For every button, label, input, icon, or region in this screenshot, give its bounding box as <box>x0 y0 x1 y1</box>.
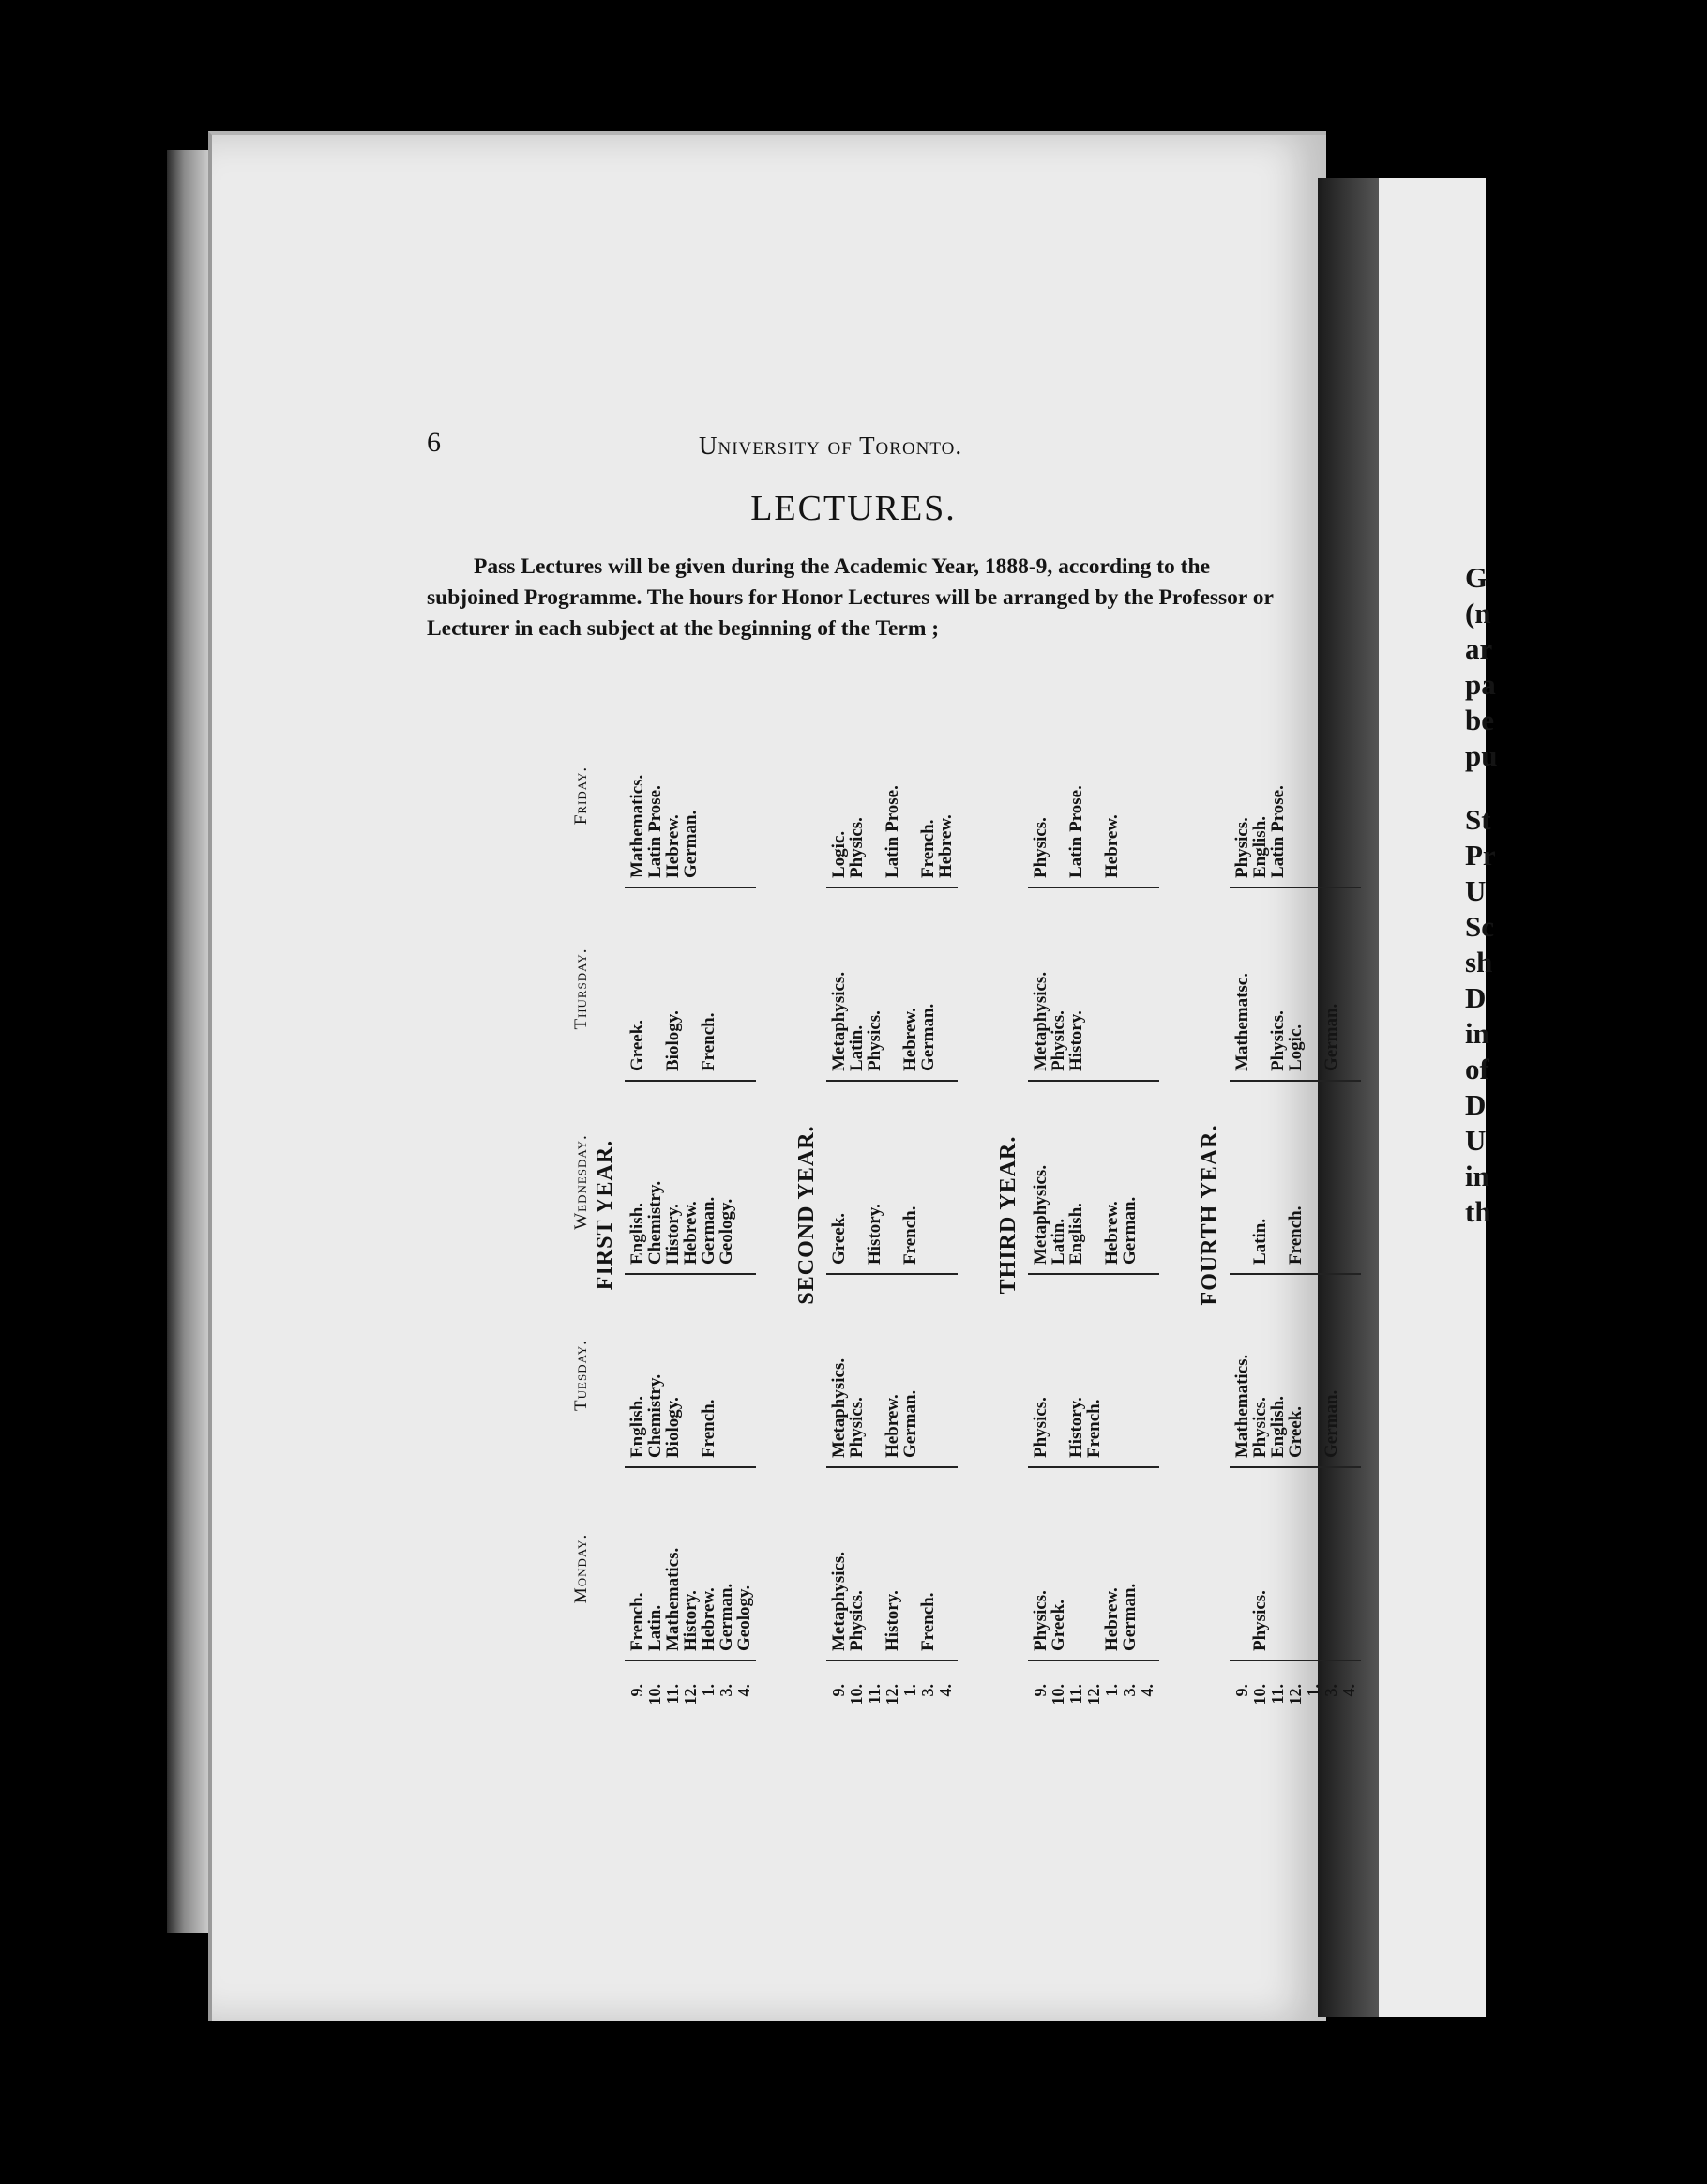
subject-entry: English. <box>1268 1395 1288 1458</box>
subject-entry: German. <box>1120 1583 1140 1651</box>
column-rule <box>625 1273 756 1275</box>
subject-entry <box>1251 973 1269 1071</box>
subject-entry: History. <box>663 1204 683 1265</box>
subject-entry <box>1121 972 1139 1071</box>
subject-entry <box>1085 972 1103 1071</box>
facing-page-fragment: th <box>1465 1195 1491 1228</box>
facing-page-fragment: pa <box>1465 668 1496 701</box>
subject-entry: Latin Prose. <box>1066 785 1086 878</box>
subject-entry: History. <box>681 1590 701 1651</box>
page-title: LECTURES. <box>750 489 957 528</box>
year-heading: FOURTH YEAR. <box>1198 1124 1222 1306</box>
column-rule <box>826 1466 958 1468</box>
subject-entry <box>1233 1590 1251 1651</box>
subject-entry <box>1340 1590 1358 1651</box>
column-rule <box>625 1466 756 1468</box>
day-heading: Tuesday. <box>571 1340 591 1411</box>
column-rule <box>826 1080 958 1082</box>
subject-entry <box>1085 1165 1103 1265</box>
facing-page-fragment: Sc <box>1465 910 1494 943</box>
hour-label: 11. <box>663 1684 682 1705</box>
subject-entry <box>718 775 735 878</box>
hour-label: 9. <box>1031 1684 1050 1697</box>
subject-entry <box>1139 1165 1156 1265</box>
subject-entry <box>1305 1206 1322 1265</box>
subject-entry <box>937 1552 955 1651</box>
subject-entry <box>1340 1355 1358 1458</box>
day-cell <box>1233 1590 1358 1651</box>
subject-entry: Hebrew. <box>883 1394 902 1458</box>
subject-entry: Metaphysics. <box>1031 1164 1050 1265</box>
subject-entry: Chemistry. <box>645 1373 665 1458</box>
subject-entry: Latin Prose. <box>883 785 902 878</box>
subject-entry: German. <box>1120 1196 1140 1265</box>
column-rule <box>1028 1660 1159 1661</box>
subject-entry: German. <box>900 1389 920 1458</box>
subject-entry: Physics. <box>847 817 867 878</box>
hour-label: 10. <box>1049 1684 1067 1706</box>
hour-label: 10. <box>1250 1684 1269 1706</box>
subject-entry <box>1269 1590 1287 1651</box>
subject-entry: German. <box>717 1583 736 1651</box>
day-cell <box>1032 1165 1156 1265</box>
facing-page-fragment: ar <box>1465 632 1493 665</box>
day-cell <box>1032 1397 1156 1458</box>
subject-entry <box>1050 785 1067 878</box>
hour-label: 9. <box>829 1684 848 1697</box>
day-cell <box>830 1552 955 1651</box>
hour-label: 4. <box>1339 1684 1358 1697</box>
subject-entry <box>937 1204 955 1265</box>
subject-entry <box>718 1010 735 1071</box>
subject-entry: Physics. <box>1250 1590 1270 1651</box>
column-rule <box>1230 1080 1361 1082</box>
facing-page-fragment: D <box>1465 1088 1487 1121</box>
column-rule <box>826 1273 958 1275</box>
subject-entry: German. <box>918 1003 938 1071</box>
facing-page-fragment: Pr <box>1465 839 1496 872</box>
subject-entry: Greek. <box>627 1019 647 1071</box>
timetable <box>553 699 1416 1731</box>
hour-label: 9. <box>1232 1684 1251 1697</box>
page-edge <box>167 150 210 1933</box>
subject-entry: History. <box>883 1590 902 1651</box>
subject-entry <box>1340 785 1358 878</box>
subject-entry: Latin Prose. <box>1268 785 1288 878</box>
column-rule <box>1230 1273 1361 1275</box>
subject-entry: Logic. <box>829 830 849 878</box>
hour-label: 12. <box>883 1684 901 1706</box>
year-heading: FIRST YEAR. <box>593 1139 617 1291</box>
subject-entry <box>1139 1584 1156 1651</box>
subject-entry: History. <box>1066 1010 1086 1071</box>
hour-label: 3. <box>717 1684 735 1697</box>
subject-entry: German. <box>699 1196 718 1265</box>
subject-entry <box>1305 1355 1322 1458</box>
subject-entry <box>1103 972 1121 1071</box>
subject-entry: French. <box>900 1206 920 1265</box>
subject-entry: Latin. <box>645 1604 665 1651</box>
subject-entry: Latin. <box>1250 1218 1270 1265</box>
subject-entry: Mathematics. <box>663 1547 683 1651</box>
subject-entry: History. <box>865 1204 884 1265</box>
hour-label: 12. <box>1084 1684 1103 1706</box>
day-cell <box>830 972 955 1071</box>
facing-page-fragment: St <box>1465 803 1491 836</box>
facing-page-fragment: of <box>1465 1053 1489 1085</box>
subject-entry: Mathematics. <box>1232 1354 1252 1458</box>
subject-entry: Biology. <box>663 1010 683 1071</box>
subject-entry: Greek. <box>1049 1599 1068 1651</box>
subject-entry <box>735 1181 753 1265</box>
facing-page-fragment: in <box>1465 1160 1489 1192</box>
day-cell <box>1233 973 1358 1071</box>
hour-label: 11. <box>1066 1684 1085 1705</box>
hour-label: 1. <box>1102 1684 1121 1697</box>
subject-entry <box>901 1552 919 1651</box>
year-heading: SECOND YEAR. <box>794 1125 819 1305</box>
subject-entry: Latin. <box>847 1024 867 1071</box>
subject-entry: Mathematsc. <box>1232 973 1252 1071</box>
hour-label: 3. <box>918 1684 937 1697</box>
column-rule <box>625 1080 756 1082</box>
subject-entry <box>1340 973 1358 1071</box>
intro-paragraph: Pass Lectures will be given during the Academic Year, 1888-9, according to the subjoined Programme. The hours for Honor Lectures will be arranged by the Professor or Lecturer in each subject at the beginning of the Term ; <box>427 554 1274 641</box>
day-heading: Wednesday. <box>571 1134 591 1230</box>
subject-entry <box>1305 1590 1322 1651</box>
subject-entry: Hebrew. <box>699 1587 718 1651</box>
facing-page-fragment: G <box>1465 561 1488 594</box>
day-cell <box>628 1374 753 1458</box>
column-rule <box>1230 887 1361 888</box>
facing-page-fragment: sh <box>1465 946 1493 978</box>
day-cell <box>1032 1584 1156 1651</box>
page-number: 6 <box>427 427 441 458</box>
day-heading: Thursday. <box>571 948 591 1030</box>
column-rule <box>1028 1273 1159 1275</box>
subject-entry <box>866 785 884 878</box>
column-rule <box>1230 1466 1361 1468</box>
hour-label: 9. <box>627 1684 646 1697</box>
day-cell <box>830 1358 955 1458</box>
subject-entry: Hebrew. <box>681 1201 701 1265</box>
column-rule <box>1028 887 1159 888</box>
subject-entry: Physics. <box>1049 1010 1068 1071</box>
subject-entry: Metaphysics. <box>829 1551 849 1651</box>
hour-label: 4. <box>936 1684 955 1697</box>
day-cell <box>628 1181 753 1265</box>
subject-entry <box>1139 972 1156 1071</box>
subject-entry <box>866 1358 884 1458</box>
subject-entry: Physics. <box>1031 817 1050 878</box>
subject-entry: French. <box>918 1592 938 1651</box>
running-head: University of Toronto. <box>699 432 963 460</box>
subject-entry: Metaphysics. <box>1031 971 1050 1071</box>
subject-entry <box>1287 785 1305 878</box>
subject-entry <box>1085 785 1103 878</box>
subject-entry <box>735 775 753 878</box>
subject-entry <box>1121 785 1139 878</box>
column-rule <box>826 1660 958 1661</box>
hour-label: 11. <box>865 1684 884 1705</box>
subject-entry: English. <box>1066 1202 1086 1265</box>
day-cell <box>1233 1206 1358 1265</box>
subject-entry: French. <box>699 1399 718 1458</box>
subject-entry: Hebrew. <box>1102 1587 1122 1651</box>
hour-label: 4. <box>1138 1684 1156 1697</box>
day-cell <box>628 775 753 878</box>
hour-label: 3. <box>1120 1684 1139 1697</box>
subject-entry: Latin. <box>1049 1218 1068 1265</box>
subject-entry: Geology. <box>717 1198 736 1265</box>
subject-entry: Hebrew. <box>936 814 956 878</box>
column-rule <box>826 887 958 888</box>
subject-entry <box>1287 1590 1305 1651</box>
subject-entry: Hebrew. <box>900 1008 920 1071</box>
subject-entry <box>1103 1397 1121 1458</box>
subject-entry: Logic. <box>1286 1024 1306 1071</box>
subject-entry: Physics. <box>847 1590 867 1651</box>
subject-entry: Physics. <box>1031 1590 1050 1651</box>
subject-entry: Greek. <box>1286 1405 1306 1458</box>
subject-entry: Physics. <box>865 1010 884 1071</box>
subject-entry <box>1085 1584 1103 1651</box>
facing-page-fragment: pu <box>1465 739 1498 772</box>
day-cell <box>1032 785 1156 878</box>
subject-entry: Geology. <box>734 1585 754 1651</box>
column-rule <box>625 1660 756 1661</box>
facing-page-fragment: (n <box>1465 597 1491 629</box>
subject-entry <box>1233 1206 1251 1265</box>
subject-entry: Chemistry. <box>645 1180 665 1265</box>
subject-entry: Physics. <box>1031 1397 1050 1458</box>
facing-page-fragment: U <box>1465 874 1487 907</box>
subject-entry: Biology. <box>663 1397 683 1458</box>
day-heading: Monday. <box>571 1533 591 1604</box>
subject-entry <box>1139 785 1156 878</box>
hour-list <box>1032 1684 1156 1721</box>
subject-entry: English. <box>627 1202 647 1265</box>
facing-page-fragment: U <box>1465 1124 1487 1157</box>
subject-entry: French. <box>1286 1206 1306 1265</box>
subject-entry: Hebrew. <box>663 814 683 878</box>
subject-entry <box>1269 1206 1287 1265</box>
subject-entry: French. <box>918 819 938 878</box>
subject-entry <box>884 972 901 1071</box>
subject-entry <box>901 785 919 878</box>
day-heading: Friday. <box>571 766 591 826</box>
subject-entry <box>682 1010 700 1071</box>
subject-entry <box>919 1358 937 1458</box>
subject-entry <box>937 1358 955 1458</box>
subject-entry: English. <box>1250 815 1270 878</box>
subject-entry <box>937 972 955 1071</box>
subject-entry <box>1121 1397 1139 1458</box>
subject-entry <box>1050 1397 1067 1458</box>
year-heading: THIRD YEAR. <box>996 1135 1020 1295</box>
subject-entry: German. <box>1322 1389 1341 1458</box>
subject-entry <box>700 775 718 878</box>
hour-label: 10. <box>847 1684 866 1706</box>
subject-entry: German. <box>1322 1003 1341 1071</box>
day-cell <box>1233 785 1358 878</box>
subject-entry: English. <box>627 1395 647 1458</box>
subject-entry <box>848 1204 866 1265</box>
subject-entry: Greek. <box>829 1212 849 1265</box>
subject-entry <box>1305 973 1322 1071</box>
subject-entry: Mathematics. <box>627 774 647 878</box>
subject-entry <box>1322 1590 1340 1651</box>
column-rule <box>1028 1466 1159 1468</box>
subject-entry <box>646 1010 664 1071</box>
hour-label: 1. <box>699 1684 718 1697</box>
subject-entry <box>718 1374 735 1458</box>
subject-entry: French. <box>1084 1399 1104 1458</box>
day-cell <box>628 1010 753 1071</box>
subject-entry: German. <box>681 810 701 878</box>
subject-entry: Hebrew. <box>1102 1201 1122 1265</box>
subject-entry <box>1340 1206 1358 1265</box>
subject-entry <box>1322 785 1340 878</box>
subject-entry: Metaphysics. <box>829 971 849 1071</box>
day-cell <box>1233 1355 1358 1458</box>
hour-label: 12. <box>1286 1684 1305 1706</box>
column-rule <box>625 887 756 888</box>
subject-entry: Metaphysics. <box>829 1357 849 1458</box>
subject-entry <box>884 1204 901 1265</box>
column-rule <box>1230 1660 1361 1661</box>
subject-entry: Physics. <box>847 1397 867 1458</box>
hour-list <box>628 1684 753 1721</box>
subject-entry <box>1305 785 1322 878</box>
facing-page-fragment: in <box>1465 1017 1489 1050</box>
facing-page-fragment: D <box>1465 981 1487 1014</box>
hour-label: 1. <box>1304 1684 1322 1697</box>
subject-entry <box>1067 1584 1085 1651</box>
day-cell <box>830 785 955 878</box>
subject-entry <box>735 1374 753 1458</box>
subject-entry <box>866 1552 884 1651</box>
hour-list <box>1233 1684 1358 1721</box>
subject-entry <box>735 1010 753 1071</box>
subject-entry <box>682 1374 700 1458</box>
subject-entry: French. <box>699 1012 718 1071</box>
hour-label: 4. <box>734 1684 753 1697</box>
day-cell <box>628 1548 753 1651</box>
hour-list <box>830 1684 955 1721</box>
hour-label: 1. <box>900 1684 919 1697</box>
subject-entry: History. <box>1066 1397 1086 1458</box>
subject-entry: Physics. <box>1268 1010 1288 1071</box>
subject-entry: Physics. <box>1250 1397 1270 1458</box>
day-cell <box>1032 972 1156 1071</box>
subject-entry <box>919 1204 937 1265</box>
subject-entry: Hebrew. <box>1102 814 1122 878</box>
hour-label: 12. <box>681 1684 700 1706</box>
day-cell <box>830 1204 955 1265</box>
subject-entry <box>1322 1206 1340 1265</box>
subject-entry: Physics. <box>1232 817 1252 878</box>
subject-entry: French. <box>627 1592 647 1651</box>
hour-label: 3. <box>1322 1684 1340 1697</box>
hour-label: 11. <box>1268 1684 1287 1705</box>
hour-label: 10. <box>645 1684 664 1706</box>
column-rule <box>1028 1080 1159 1082</box>
subject-entry: Latin Prose. <box>645 785 665 878</box>
facing-page-fragment: be <box>1465 704 1494 736</box>
subject-entry <box>1139 1397 1156 1458</box>
